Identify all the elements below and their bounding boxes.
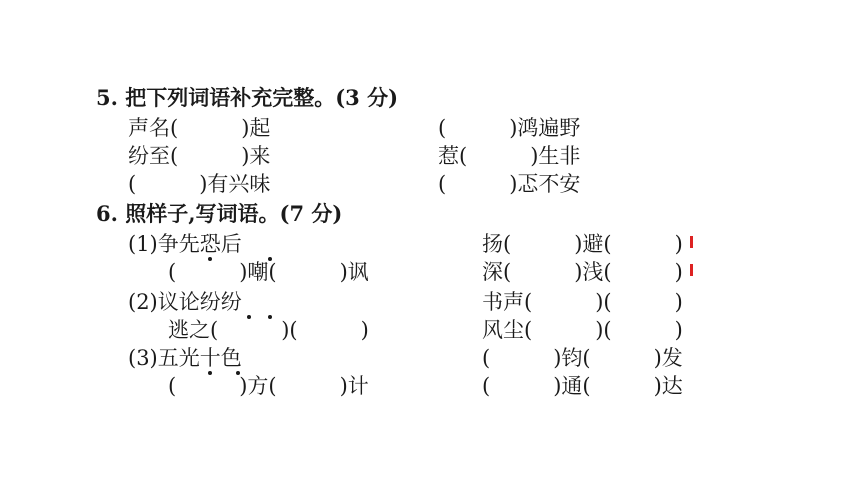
q6-example-1: (1)争先恐后 [128,232,242,256]
q5-item-1: 声名( )起 [128,116,271,140]
q6-right-6: ( )通( )达 [482,374,683,398]
q6-right-5: ( )钧( )发 [482,346,683,370]
q6-right-3: 书声( )( ) [482,290,683,314]
q5-item-2: ( )鸿遍野 [438,116,581,140]
q6-example-2: (2)议论纷纷 [128,290,242,314]
q5-title: 5. 把下列词语补充完整。(3 分) [96,85,399,110]
q5-item-5: ( )有兴味 [128,172,271,196]
q6-right-1: 扬( )避( ) [482,232,683,256]
q6-right-2: 深( )浅( ) [482,260,683,284]
q6-answer-1: ( )嘲( )讽 [168,260,369,284]
red-mark [690,264,693,276]
q5-item-4: 惹( )生非 [438,144,581,168]
q6-title: 6. 照样子,写词语。(7 分) [96,201,343,226]
q5-item-3: 纷至( )来 [128,144,271,168]
q6-answer-3: ( )方( )计 [168,374,369,398]
q5-item-6: ( )忑不安 [438,172,581,196]
q6-right-4: 风尘( )( ) [482,318,683,342]
red-mark [690,236,693,248]
q6-example-3: (3)五光十色 [128,346,242,370]
q6-answer-2: 逃之( )( ) [168,318,369,342]
